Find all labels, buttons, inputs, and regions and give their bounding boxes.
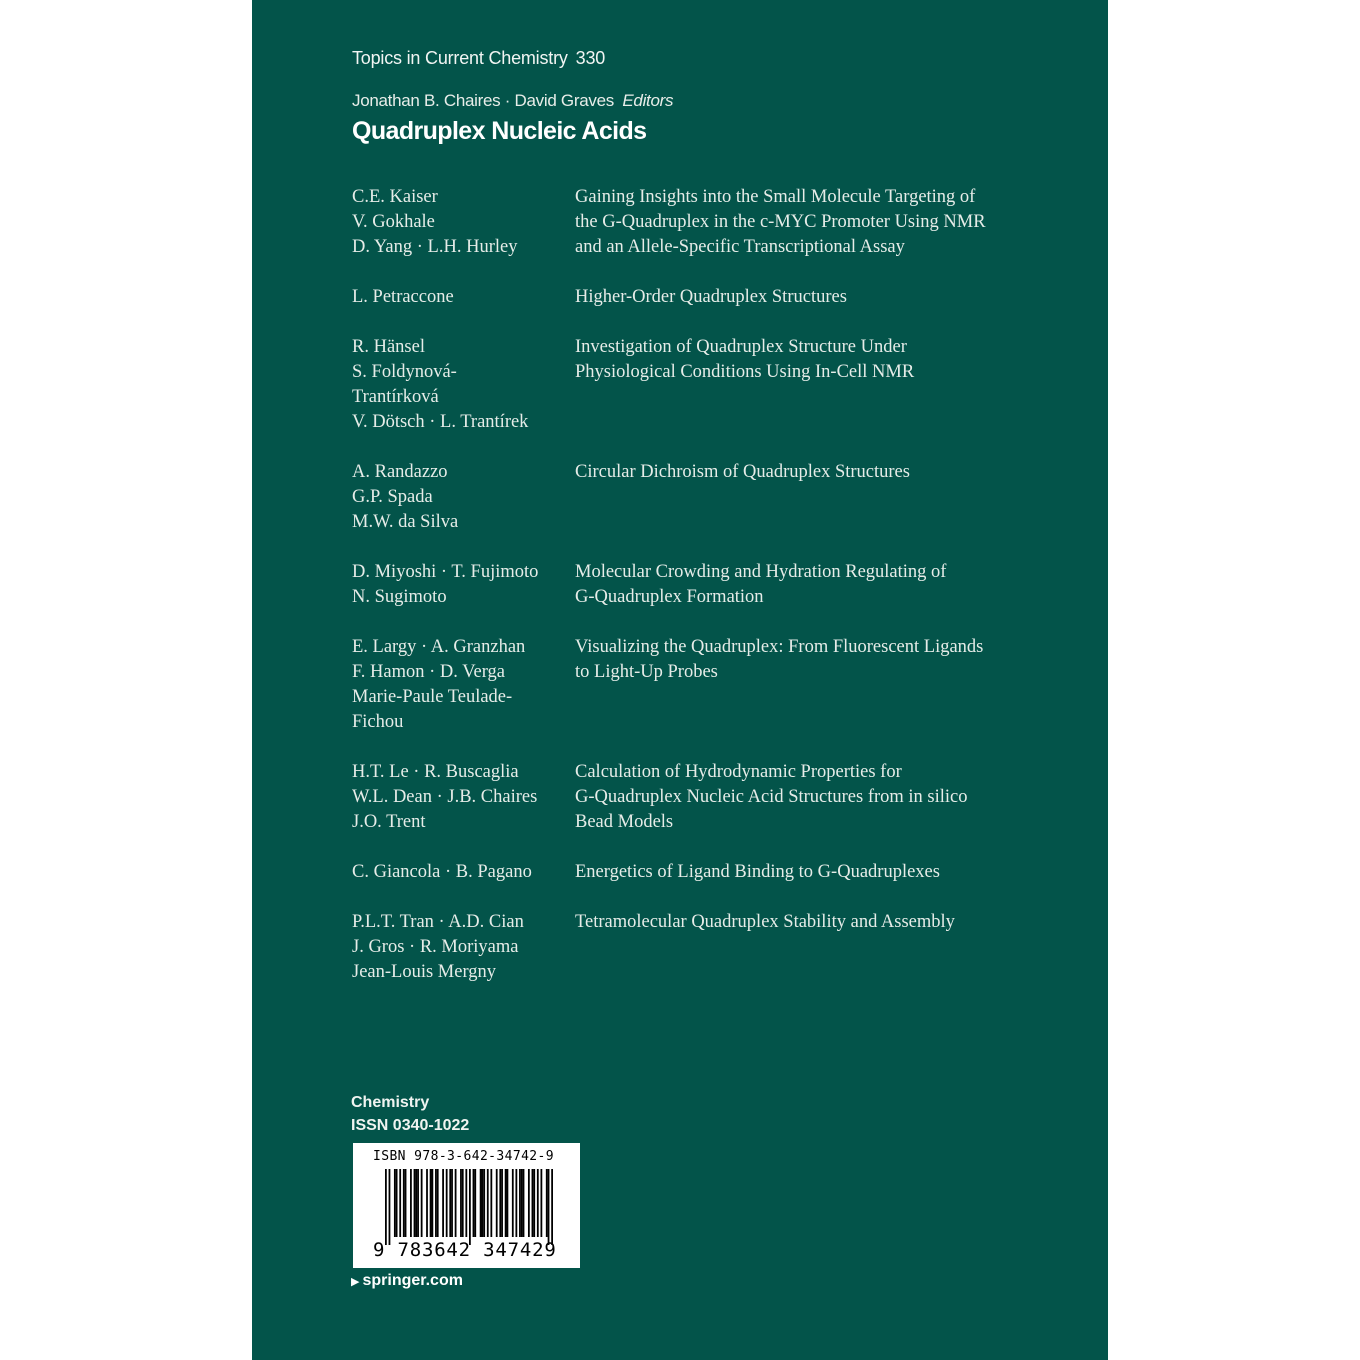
barcode-bar	[499, 1169, 501, 1237]
barcode-bar	[389, 1169, 391, 1245]
barcode-bar	[421, 1169, 423, 1237]
barcode-digits: 9 783642 347429	[373, 1239, 557, 1261]
chapter-title	[575, 860, 1052, 885]
barcode-bar	[431, 1169, 433, 1237]
author-line: V. Dötsch · L. Trantírek	[352, 412, 529, 432]
barcode-bar	[414, 1169, 416, 1237]
title-line: G-Quadruplex Nucleic Acid Structures from in silico	[575, 787, 968, 807]
title-line: G-Quadruplex Formation	[575, 587, 764, 607]
barcode-bars	[385, 1169, 553, 1245]
barcode-bar	[396, 1169, 398, 1237]
barcode-bar	[490, 1169, 492, 1237]
chapter-entry	[352, 760, 1052, 835]
barcode-bar	[446, 1169, 448, 1237]
title-line: Tetramolecular Quadruplex Stability and Assembly	[575, 912, 955, 932]
issn-label: ISSN 0340-1022	[351, 1117, 470, 1134]
author-line: E. Largy · A. Granzhan	[352, 637, 526, 657]
chapter-entry	[352, 560, 1052, 610]
author-line: H.T. Le · R. Buscaglia	[352, 762, 519, 782]
author-line: V. Gokhale	[352, 212, 435, 232]
title-line: Molecular Crowding and Hydration Regulating of	[575, 562, 947, 582]
barcode-bar	[469, 1169, 471, 1245]
chapter-title	[575, 460, 1052, 535]
barcode-bar	[460, 1169, 462, 1237]
chapter-authors	[352, 335, 575, 435]
barcode-bar	[501, 1169, 503, 1237]
chapter-entry	[352, 860, 1052, 885]
series-name: Topics in Current Chemistry	[352, 48, 568, 68]
chapter-entry	[352, 185, 1052, 260]
title-line: and an Allele-Specific Transcriptional Assay	[575, 237, 905, 257]
author-line: D. Miyoshi · T. Fujimoto	[352, 562, 539, 582]
series-line	[352, 48, 605, 69]
author-line: Marie-Paule Teulade-	[352, 687, 513, 707]
subject-label: Chemistry	[351, 1094, 430, 1111]
chapter-title	[575, 910, 1052, 985]
barcode-bar	[462, 1169, 464, 1237]
barcode-bar	[415, 1169, 417, 1237]
barcode-bar	[507, 1169, 509, 1237]
editor-names: Jonathan B. Chaires · David Graves	[352, 91, 614, 110]
title-line: Visualizing the Quadruplex: From Fluorescent Ligands	[575, 637, 984, 657]
barcode-bar	[474, 1169, 476, 1237]
title-line: Circular Dichroism of Quadruplex Structures	[575, 462, 910, 482]
author-line: P.L.T. Tran · A.D. Cian	[352, 912, 524, 932]
barcode-bar	[405, 1169, 407, 1237]
barcode-bar	[540, 1169, 542, 1237]
barcode-bar	[465, 1169, 467, 1237]
barcode-bar	[410, 1169, 412, 1237]
barcode-bar	[523, 1169, 525, 1237]
author-line: M.W. da Silva	[352, 512, 459, 532]
chapter-authors	[352, 185, 575, 260]
chapter-entry	[352, 335, 1052, 435]
title-line: the G-Quadruplex in the c-MYC Promoter Using NMR	[575, 212, 986, 232]
chapter-authors	[352, 910, 575, 985]
title-line: to Light-Up Probes	[575, 662, 718, 682]
publisher-link[interactable]	[351, 1272, 463, 1290]
chapter-title	[575, 560, 1052, 610]
barcode-bar	[532, 1169, 534, 1237]
isbn-label: ISBN 978-3-642-34742-9	[373, 1149, 554, 1164]
barcode-bar	[417, 1169, 419, 1237]
barcode-bar	[449, 1169, 451, 1237]
title-line: Calculation of Hydrodynamic Properties for	[575, 762, 902, 782]
barcode-bar	[455, 1169, 457, 1237]
barcode-bar	[533, 1169, 535, 1237]
barcode-bar	[528, 1169, 530, 1237]
author-line: C. Giancola · B. Pagano	[352, 862, 532, 882]
chapter-authors	[352, 285, 575, 310]
barcode-bar	[482, 1169, 484, 1237]
chapter-entry	[352, 910, 1052, 985]
chapter-title	[575, 335, 1052, 435]
chapter-title	[575, 285, 1052, 310]
author-line: G.P. Spada	[352, 487, 433, 507]
barcode-bar	[515, 1169, 517, 1237]
barcode-bar	[473, 1169, 475, 1237]
author-line: J. Gros · R. Moriyama	[352, 937, 519, 957]
barcode-bar	[512, 1169, 514, 1237]
author-line: N. Sugimoto	[352, 587, 447, 607]
title-line: Bead Models	[575, 812, 674, 832]
author-line: F. Hamon · D. Verga	[352, 662, 506, 682]
barcode-bar	[437, 1169, 439, 1237]
book-title: Quadruplex Nucleic Acids	[352, 117, 647, 145]
barcode-bar	[521, 1169, 523, 1237]
barcode-bar	[537, 1169, 539, 1237]
series-volume: 330	[575, 48, 606, 68]
barcode-bar	[487, 1169, 489, 1237]
author-line: W.L. Dean · J.B. Chaires	[352, 787, 538, 807]
chapter-title	[575, 635, 1052, 735]
subject-block	[351, 1091, 469, 1137]
barcode-bar	[451, 1169, 453, 1237]
book-back-cover	[252, 0, 1108, 1360]
barcode-bar	[426, 1169, 428, 1237]
chapter-entry	[352, 285, 1052, 310]
chapter-entry	[352, 460, 1052, 535]
author-line: Fichou	[352, 712, 404, 732]
author-line: L. Petraccone	[352, 287, 454, 307]
barcode-bar	[546, 1169, 548, 1237]
title-line: Investigation of Quadruplex Structure Under	[575, 337, 907, 357]
chapter-entry	[352, 635, 1052, 735]
chapter-authors	[352, 860, 575, 885]
barcode-bar	[480, 1169, 482, 1237]
editors-role: Editors	[622, 91, 674, 110]
chapter-authors	[352, 760, 575, 835]
table-of-contents	[352, 185, 1052, 1010]
chapter-authors	[352, 635, 575, 735]
barcode-bar	[430, 1169, 432, 1237]
barcode-bar	[394, 1169, 396, 1237]
title-line: Higher-Order Quadruplex Structures	[575, 287, 847, 307]
barcode-bar	[385, 1169, 387, 1245]
chapter-title	[575, 760, 1052, 835]
barcode-bar	[399, 1169, 401, 1237]
author-line: C.E. Kaiser	[352, 187, 438, 207]
author-line: R. Hänsel	[352, 337, 425, 357]
author-line: Jean-Louis Mergny	[352, 962, 497, 982]
barcode-bar	[403, 1169, 405, 1237]
chapter-authors	[352, 560, 575, 610]
barcode-bar	[519, 1169, 521, 1237]
barcode-bar	[435, 1169, 437, 1237]
author-line: A. Randazzo	[352, 462, 448, 482]
author-line: S. Foldynová-	[352, 362, 457, 382]
author-line: Trantírková	[352, 387, 439, 407]
barcode-box	[353, 1143, 580, 1268]
editors-line	[352, 91, 673, 111]
triangle-right-icon: ▶	[351, 1276, 360, 1288]
title-line: Gaining Insights into the Small Molecule Targeting of	[575, 187, 976, 207]
barcode-bar	[548, 1169, 550, 1245]
publisher-url: springer.com	[362, 1272, 463, 1289]
chapter-title	[575, 185, 1052, 260]
author-line: D. Yang · L.H. Hurley	[352, 237, 518, 257]
title-line: Physiological Conditions Using In-Cell NMR	[575, 362, 915, 382]
barcode-bar	[551, 1169, 553, 1245]
title-line: Energetics of Ligand Binding to G-Quadruplexes	[575, 862, 940, 882]
barcode-bar	[505, 1169, 507, 1237]
barcode-bar	[483, 1169, 485, 1237]
barcode-bar	[442, 1169, 444, 1237]
author-line: J.O. Trent	[352, 812, 426, 832]
chapter-authors	[352, 460, 575, 535]
barcode-bar	[496, 1169, 498, 1237]
